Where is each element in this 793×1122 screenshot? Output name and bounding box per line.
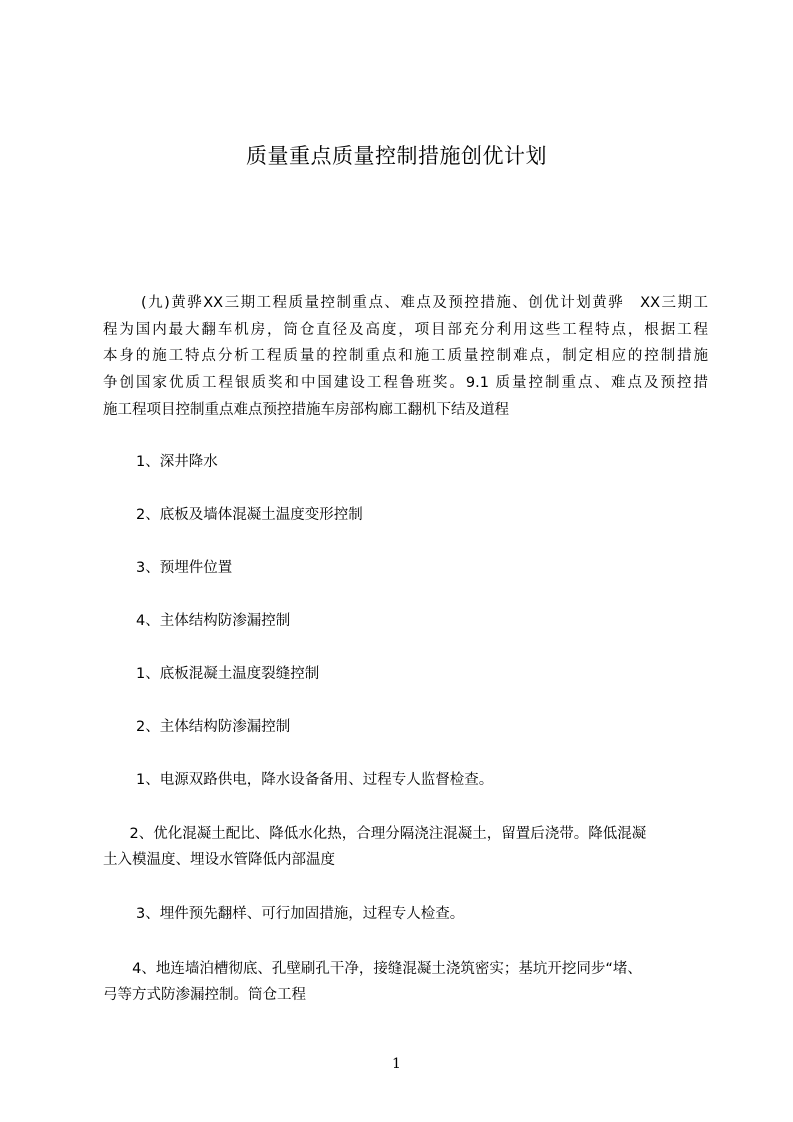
intro-line: 施工程项目控制重点难点预控措施车房部构廊工翻机下结及道程	[103, 401, 509, 418]
page-number: 1	[392, 1056, 401, 1072]
list-item: 2、主体结构防渗漏控制	[136, 719, 291, 735]
list-item: 3、埋件预先翻样、可行加固措施，过程专人检查。	[136, 906, 465, 922]
list-item: 3、预埋件位置	[136, 560, 233, 576]
intro-paragraph	[103, 290, 708, 424]
intro-line: (九)黄骅XX三期工程质量控制重点、难点及预控措施、创优计划黄骅 XX三期工	[141, 295, 708, 311]
measure-line: 4、地连墙泊槽彻底、孔壁刷孔干净，接缝混凝土浇筑密实；基坑开挖同步“堵、	[113, 961, 642, 977]
list-item: 4、主体结构防渗漏控制	[136, 613, 291, 629]
list-item: 1、电源双路供电，降水设备备用、过程专人监督检查。	[136, 772, 494, 788]
measure-line: 2、优化混凝土配比、降低水化热，合理分隔浇注混凝土，留置后浇带。降低混凝	[115, 826, 647, 842]
list-item: 2、底板及墙体混凝土温度变形控制	[136, 507, 363, 523]
intro-line: 争创国家优质工程银质奖和中国建设工程鲁班奖。9.1 质量控制重点、难点及预控措	[103, 375, 708, 392]
document-title: 质量重点质量控制措施创优计划	[246, 144, 547, 168]
list-item: 1、深井降水	[136, 454, 218, 470]
intro-line: 本身的施工特点分析工程质量的控制重点和施工质量控制难点，制定相应的控制措施	[103, 348, 708, 365]
measure-line: 弓等方式防渗漏控制。筒仓工程	[103, 987, 306, 1003]
measure-line: 土入模温度、埋设水管降低内部温度	[103, 852, 335, 868]
list-item: 1、底板混凝土温度裂缝控制	[136, 666, 320, 682]
measure-paragraph	[103, 821, 709, 873]
intro-line: 程为国内最大翻车机房，筒仓直径及高度，项目部充分利用这些工程特点，根据工程	[103, 321, 708, 338]
measure-paragraph	[103, 956, 709, 1008]
